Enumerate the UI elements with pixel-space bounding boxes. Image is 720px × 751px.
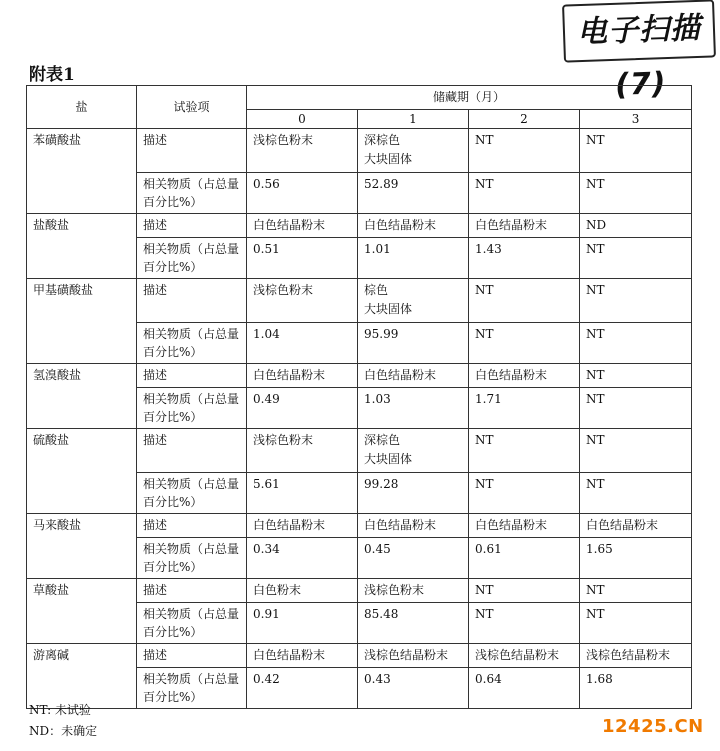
related-substance-cell-month-3: NT [580, 473, 692, 514]
description-cell-month-0: 白色结晶粉末 [247, 364, 358, 388]
description-cell-month-0: 浅棕色粉末 [247, 279, 358, 323]
related-substance-cell-month-1: 99.28 [358, 473, 469, 514]
description-cell-month-2: NT [469, 279, 580, 323]
header-test-item: 试验项 [137, 86, 247, 129]
related-substance-cell-month-3: 1.65 [580, 538, 692, 579]
related-substance-cell-month-2: NT [469, 603, 580, 644]
related-substance-cell-month-0: 0.51 [247, 238, 358, 279]
header-month-2: 2 [469, 110, 580, 129]
related-substance-cell-month-2: 0.64 [469, 668, 580, 709]
table-body [27, 129, 692, 709]
salt-name: 游离碱 [27, 644, 137, 709]
header-month-3: 3 [580, 110, 692, 129]
description-cell-month-1: 深棕色 大块固体 [358, 129, 469, 173]
related-substance-cell-month-1: 0.45 [358, 538, 469, 579]
description-cell-month-2: 白色结晶粉末 [469, 214, 580, 238]
related-substance-cell-month-0: 0.49 [247, 388, 358, 429]
related-substance-cell-month-2: 0.61 [469, 538, 580, 579]
table-row [27, 514, 692, 538]
table-row [27, 644, 692, 668]
footnote-nt: NT: 未试验 [29, 703, 91, 717]
stability-table [26, 85, 692, 709]
related-substance-cell-month-0: 5.61 [247, 473, 358, 514]
description-cell-month-3: 白色结晶粉末 [580, 514, 692, 538]
description-cell-month-0: 白色粉末 [247, 579, 358, 603]
related-substance-cell-month-0: 0.34 [247, 538, 358, 579]
table-row [27, 364, 692, 388]
related-substance-cell-month-2: NT [469, 473, 580, 514]
salt-name: 草酸盐 [27, 579, 137, 644]
test-item-description: 描述 [137, 579, 247, 603]
salt-name: 硫酸盐 [27, 429, 137, 514]
test-item-description: 描述 [137, 279, 247, 323]
related-substance-cell-month-1: 1.03 [358, 388, 469, 429]
test-item-related-substances: 相关物质（占总量百分比%） [137, 388, 247, 429]
related-substance-cell-month-3: NT [580, 238, 692, 279]
description-cell-month-0: 浅棕色粉末 [247, 129, 358, 173]
header-row-period [27, 86, 692, 110]
related-substance-cell-month-1: 1.01 [358, 238, 469, 279]
related-substance-cell-month-1: 0.43 [358, 668, 469, 709]
header-month-0: 0 [247, 110, 358, 129]
related-substance-cell-month-0: 0.91 [247, 603, 358, 644]
test-item-related-substances: 相关物质（占总量百分比%） [137, 668, 247, 709]
description-cell-month-1: 深棕色 大块固体 [358, 429, 469, 473]
table-row [27, 279, 692, 323]
description-cell-month-2: NT [469, 579, 580, 603]
description-cell-month-2: 白色结晶粉末 [469, 364, 580, 388]
table-row [27, 579, 692, 603]
related-substance-cell-month-1: 85.48 [358, 603, 469, 644]
scan-stamp: 电子扫描(7) [562, 0, 716, 63]
description-cell-month-3: NT [580, 429, 692, 473]
description-cell-month-1: 白色结晶粉末 [358, 364, 469, 388]
description-cell-month-2: 浅棕色结晶粉末 [469, 644, 580, 668]
footnote-nd: ND：未确定 [29, 724, 98, 738]
description-cell-month-2: 白色结晶粉末 [469, 514, 580, 538]
description-cell-month-0: 白色结晶粉末 [247, 514, 358, 538]
description-cell-month-2: NT [469, 129, 580, 173]
description-cell-month-1: 棕色 大块固体 [358, 279, 469, 323]
salt-name: 氢溴酸盐 [27, 364, 137, 429]
page-title: 附表1 [29, 65, 75, 85]
related-substance-cell-month-0: 1.04 [247, 323, 358, 364]
header-salt: 盐 [27, 86, 137, 129]
description-cell-month-0: 白色结晶粉末 [247, 214, 358, 238]
description-cell-month-1: 白色结晶粉末 [358, 514, 469, 538]
related-substance-cell-month-3: NT [580, 603, 692, 644]
site-watermark: 12425.CN [602, 716, 704, 737]
description-cell-month-2: NT [469, 429, 580, 473]
related-substance-cell-month-2: NT [469, 173, 580, 214]
test-item-related-substances: 相关物质（占总量百分比%） [137, 473, 247, 514]
description-cell-month-3: ND [580, 214, 692, 238]
related-substance-cell-month-1: 95.99 [358, 323, 469, 364]
description-cell-month-0: 白色结晶粉末 [247, 644, 358, 668]
test-item-description: 描述 [137, 644, 247, 668]
test-item-description: 描述 [137, 129, 247, 173]
footnotes [29, 700, 97, 742]
related-substance-cell-month-2: 1.43 [469, 238, 580, 279]
related-substance-cell-month-3: NT [580, 323, 692, 364]
related-substance-cell-month-2: 1.71 [469, 388, 580, 429]
description-cell-month-3: 浅棕色结晶粉末 [580, 644, 692, 668]
table-row [27, 214, 692, 238]
table-row [27, 129, 692, 173]
test-item-description: 描述 [137, 214, 247, 238]
related-substance-cell-month-1: 52.89 [358, 173, 469, 214]
description-cell-month-3: NT [580, 279, 692, 323]
related-substance-cell-month-0: 0.42 [247, 668, 358, 709]
related-substance-cell-month-3: NT [580, 388, 692, 429]
description-cell-month-1: 浅棕色粉末 [358, 579, 469, 603]
salt-name: 甲基磺酸盐 [27, 279, 137, 364]
related-substance-cell-month-3: NT [580, 173, 692, 214]
header-storage-period: 储藏期（月） [247, 86, 692, 110]
description-cell-month-3: NT [580, 364, 692, 388]
test-item-related-substances: 相关物质（占总量百分比%） [137, 173, 247, 214]
description-cell-month-3: NT [580, 579, 692, 603]
description-cell-month-0: 浅棕色粉末 [247, 429, 358, 473]
related-substance-cell-month-0: 0.56 [247, 173, 358, 214]
description-cell-month-1: 浅棕色结晶粉末 [358, 644, 469, 668]
test-item-related-substances: 相关物质（占总量百分比%） [137, 238, 247, 279]
salt-name: 马来酸盐 [27, 514, 137, 579]
header-month-1: 1 [358, 110, 469, 129]
salt-name: 盐酸盐 [27, 214, 137, 279]
test-item-related-substances: 相关物质（占总量百分比%） [137, 538, 247, 579]
related-substance-cell-month-2: NT [469, 323, 580, 364]
test-item-related-substances: 相关物质（占总量百分比%） [137, 603, 247, 644]
salt-name: 苯磺酸盐 [27, 129, 137, 214]
description-cell-month-3: NT [580, 129, 692, 173]
related-substance-cell-month-3: 1.68 [580, 668, 692, 709]
table-row [27, 429, 692, 473]
test-item-description: 描述 [137, 429, 247, 473]
test-item-description: 描述 [137, 514, 247, 538]
test-item-related-substances: 相关物质（占总量百分比%） [137, 323, 247, 364]
description-cell-month-1: 白色结晶粉末 [358, 214, 469, 238]
test-item-description: 描述 [137, 364, 247, 388]
